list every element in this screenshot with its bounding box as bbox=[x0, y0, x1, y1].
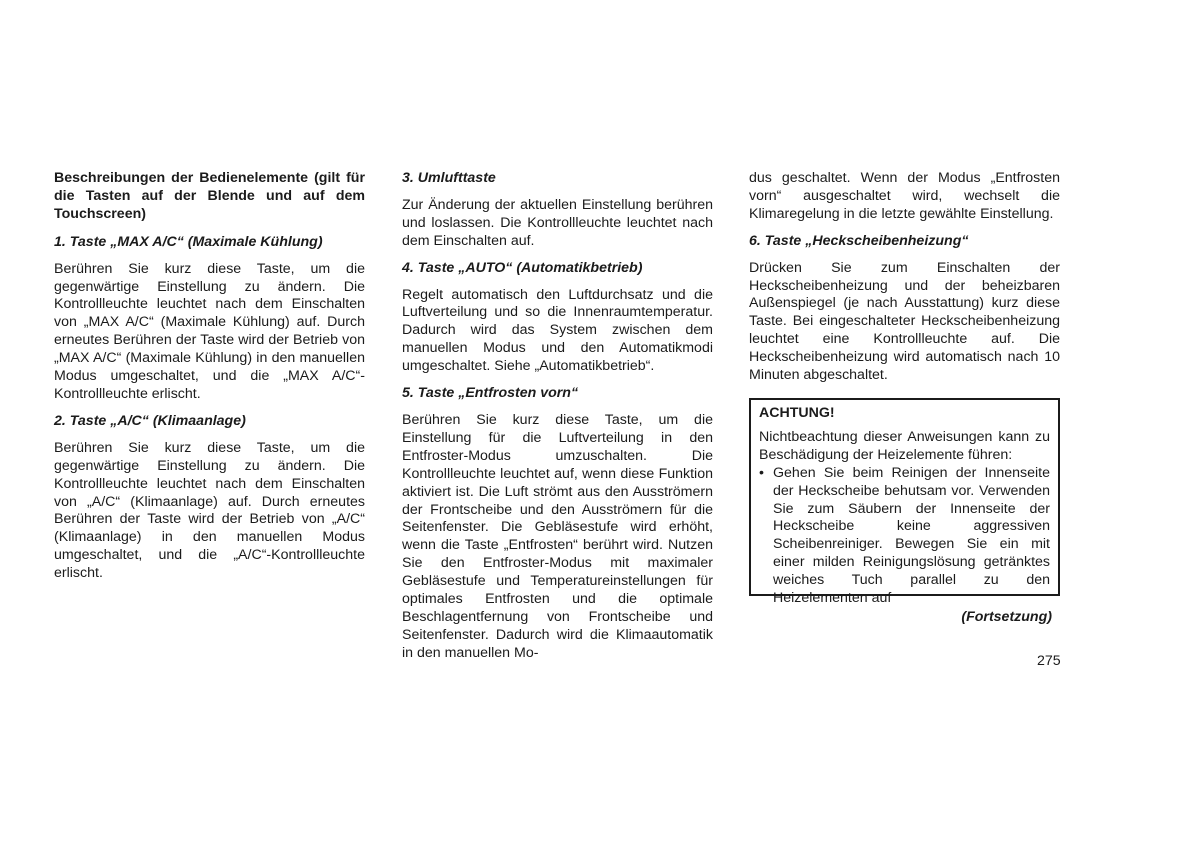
column-middle bbox=[402, 170, 713, 672]
paragraph-entfrosten: Berühren Sie kurz diese Taste, um die Einstellung für die Luftverteilung in den Entfroster-Modus umzuschalten. Die Kontrollleuchte leuchtet auf, wenn diese Funktion aktiviert ist. Die Luft strömt aus den Ausströmern der Frontscheibe und den Ausströmern für die Seitenfenster. Die Gebläsestufe wird erhöht, wenn die Taste „Entfrosten“ berührt wird. Nutzen Sie den Entfroster-Modus mit maximaler Gebläsestufe und Temperatureinstellungen für optimales Entfrosten und die optimale Beschlagentfernung von Frontscheibe und Seitenfenster. Dadurch wird die Klimaautomatik in den manuellen Mo- bbox=[402, 411, 713, 661]
paragraph-max-ac: Berühren Sie kurz diese Taste, um die gegenwärtige Einstellung zu ändern. Die Kontrollleuchte leuchtet nach dem Einschalten von „MAX A/C“ (Maximale Kühlung) auf. Durch erneutes Berühren der Taste wird der Betrieb von „MAX A/C“ (Maximale Kühlung) in den manuellen Modus umgeschaltet, und die „MAX A/C“-Kontrollleuchte erlischt. bbox=[54, 260, 365, 402]
paragraph-umluft: Zur Änderung der aktuellen Einstellung berühren und loslassen. Die Kontrollleuchte leuchtet nach dem Einschalten auf. bbox=[402, 196, 713, 249]
heading-umluft: 3. Umlufttaste bbox=[402, 170, 496, 186]
warning-title: ACHTUNG! bbox=[759, 404, 835, 421]
warning-box bbox=[749, 398, 1060, 607]
column-left bbox=[54, 170, 365, 592]
heading-entfrosten: 5. Taste „Entfrosten vorn“ bbox=[402, 385, 579, 402]
heading-heckscheibe: 6. Taste „Heckscheibenheizung“ bbox=[749, 232, 969, 249]
paragraph-entfrosten-continued: dus geschaltet. Wenn der Modus „Entfrosten vorn“ ausgeschaltet wird, wechselt die Klimaregelung in die letzte gewählte Einstellung. bbox=[749, 170, 1060, 222]
warning-list-item bbox=[759, 465, 1050, 608]
heading-max-ac: 1. Taste „MAX A/C“ (Maximale Kühlung) bbox=[54, 233, 323, 250]
paragraph-heckscheibe: Drücken Sie zum Einschalten der Heckscheibenheizung und der beheizbaren Außenspiegel (je nach Ausstattung) kurz diese Taste. Bei eingeschalteter Heckscheibenheizung leuchtet eine Kontrollleuchte auf. Die Heckscheibenheizung wird automatisch nach 10 Minuten abgeschaltet. bbox=[749, 259, 1060, 384]
paragraph-auto: Regelt automatisch den Luftdurchsatz und die Luftverteilung und so die Innenraumtemperatur. Dadurch wird das System zwischen dem manuellen Modus und den Automatikmodi umgeschaltet. Siehe „Automatikbetrieb“. bbox=[402, 286, 713, 375]
warning-intro: Nichtbeachtung dieser Anweisungen kann zu Beschädigung der Heizelemente führen: bbox=[759, 428, 1050, 463]
heading-ac: 2. Taste „A/C“ (Klimaanlage) bbox=[54, 412, 246, 429]
warning-list bbox=[759, 465, 1050, 608]
column-right bbox=[749, 170, 1060, 627]
warning-item-text: Gehen Sie beim Reinigen der Innenseite der Heckscheibe behutsam vor. Verwenden Sie zum Säubern der Innenseite der Heckscheibe keine aggressiven Scheibenreiniger. Bewegen Sie ein mit einer milden Reinigungslösung getränktes weiches Tuch parallel zu den Heizelementen auf bbox=[773, 464, 1050, 607]
continued-note: (Fortsetzung) bbox=[961, 608, 1052, 625]
paragraph-ac: Berühren Sie kurz diese Taste, um die gegenwärtige Einstellung zu ändern. Die Kontrollleuchte leuchtet nach dem Einschalten von „A/C“ (Klimaanlage) auf. Durch erneutes Berühren der Taste wird der Betrieb von „A/C“ (Klimaanlage) in den manuellen Modus umgeschaltet, und die „A/C“-Kontrollleuchte erlischt. bbox=[54, 439, 365, 582]
heading-auto: 4. Taste „AUTO“ (Automatikbetrieb) bbox=[402, 259, 643, 276]
bullet-icon: • bbox=[759, 464, 764, 481]
page-number: 275 bbox=[1037, 653, 1061, 669]
section-title: Beschreibungen der Bedienelemente (gilt für die Tasten auf der Blende und auf dem Touchscreen) bbox=[54, 170, 365, 222]
